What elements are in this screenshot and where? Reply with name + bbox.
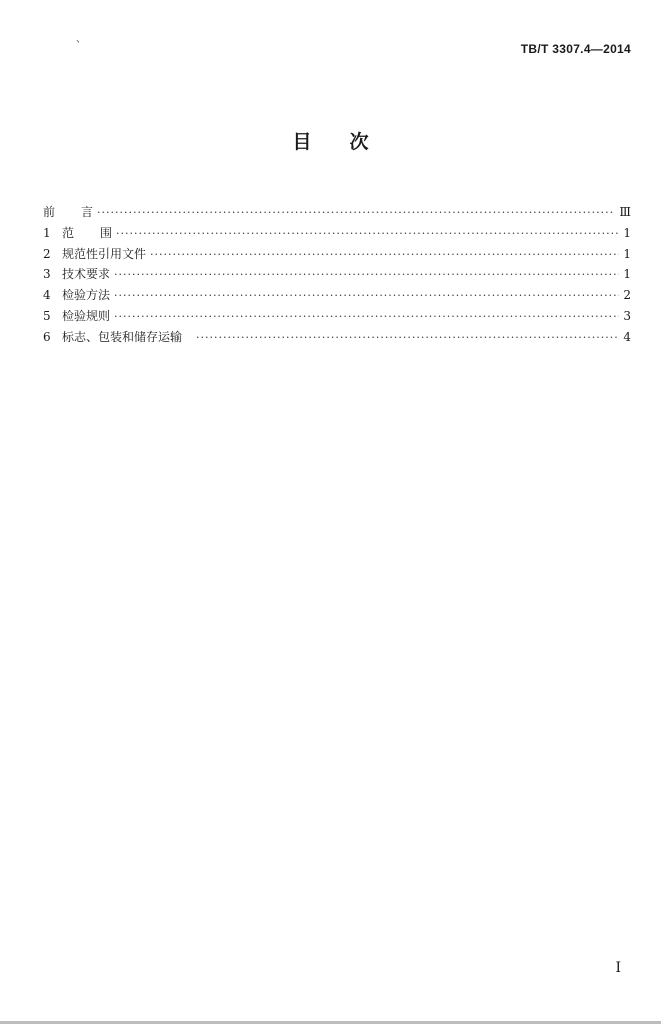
toc-page-number: 2 [623,288,631,303]
toc-leader-dots [114,265,619,286]
toc-label: 检验规则 [62,308,111,323]
toc-page-number: 3 [623,308,631,323]
toc-page-number: 1 [623,267,631,282]
toc-label: 规范性引用文件 [62,246,147,261]
toc-entry-normative-references[interactable] [43,244,631,265]
toc-entry-scope[interactable] [43,223,631,244]
toc-number: 3 [43,267,51,282]
toc-leader-dots [97,203,615,224]
table-of-contents [43,202,631,348]
toc-label: 范围 [62,225,139,240]
toc-entry-inspection-rules[interactable] [43,306,631,327]
page-folio: I [615,960,621,976]
stray-mark: 、 [76,34,86,45]
toc-entry-foreword[interactable] [43,202,631,223]
toc-entry-technical-requirements[interactable] [43,264,631,285]
toc-page-number: 1 [623,225,631,240]
toc-number: 1 [43,225,51,240]
toc-leader-dots [116,224,619,245]
toc-page-number: 4 [623,329,631,344]
toc-leader-dots [114,307,619,328]
toc-label: 前言 [43,205,120,219]
toc-entry-marking-packaging-storage[interactable] [43,327,631,348]
toc-entry-test-methods[interactable] [43,285,631,306]
toc-number: 2 [43,246,51,261]
toc-label: 检验方法 [62,288,111,303]
toc-leader-dots [150,245,619,266]
toc-leader-dots [196,328,619,349]
page-title: 目次 [292,131,407,153]
toc-label: 标志、包装和储存运输 [62,329,183,344]
toc-leader-dots [114,286,619,307]
toc-number: 5 [43,308,51,323]
toc-number: 4 [43,288,51,303]
toc-number: 6 [43,329,51,344]
toc-label: 技术要求 [62,267,111,282]
toc-page-number: 1 [623,246,631,261]
toc-page-number: Ⅲ [619,205,631,219]
standard-number: TB/T 3307.4—2014 [520,42,631,56]
